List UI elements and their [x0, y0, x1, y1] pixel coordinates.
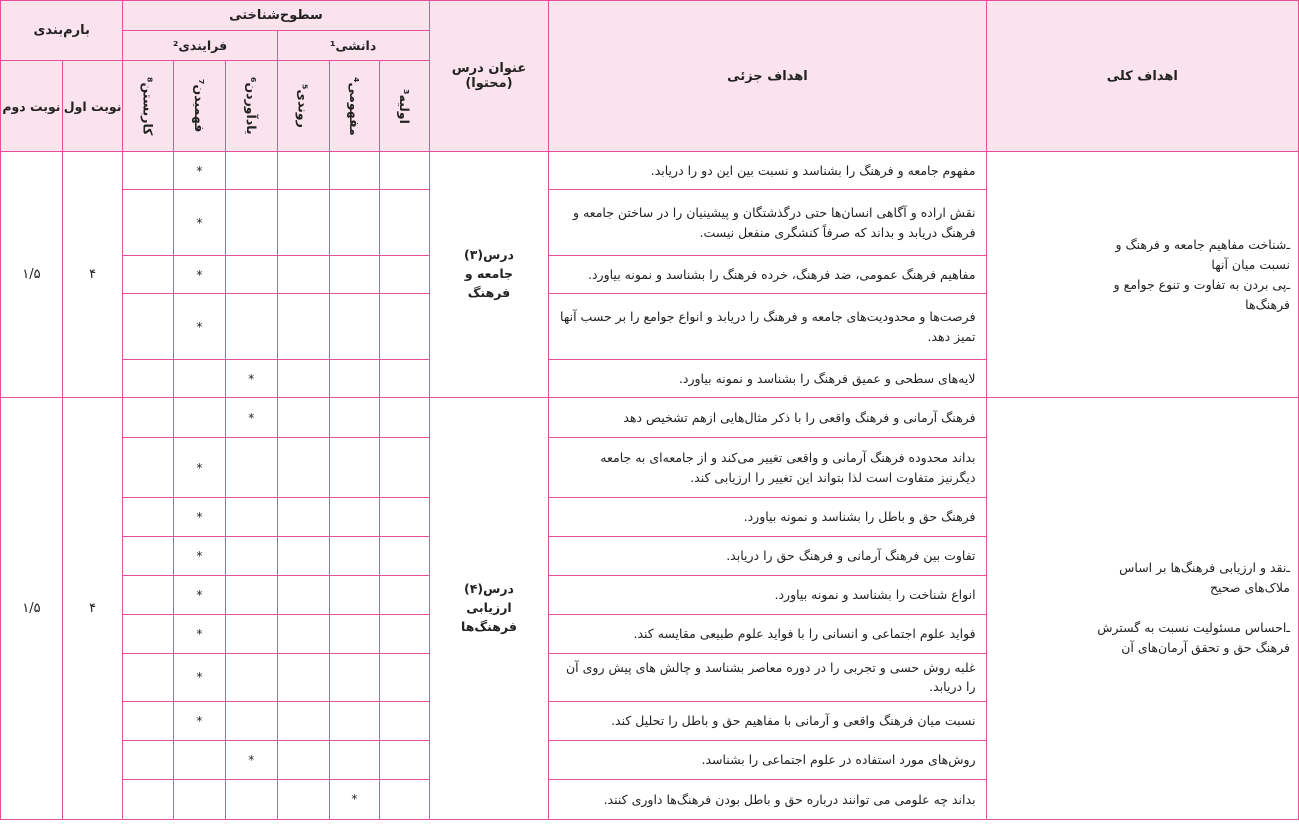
level-cell-understanding: [173, 152, 225, 190]
basic-level-header: [380, 61, 429, 152]
level-mark: *: [196, 319, 203, 334]
detailed-goal-cell: فرهنگ حق و باطل را بشناسد و نمونه بیاورد.: [549, 498, 986, 537]
level-cell-procedural: [277, 256, 329, 294]
level-cell-conceptual: [329, 576, 380, 615]
level-cell-applying: [123, 438, 174, 498]
level-cell-applying: [123, 256, 174, 294]
level-cell-applying: [123, 701, 174, 740]
detailed-goal-cell: نقش اراده و آگاهی انسان‌ها حتی درگذشتگان و پیشینیان را در ساختن جامعه و فرهنگ دریابد و بداند که صرفاً کنشگری منفعل نیست.: [549, 190, 986, 256]
level-cell-recall: [225, 152, 277, 190]
level-cell-recall: [225, 740, 277, 779]
level-cell-understanding: [173, 701, 225, 740]
scoring-header: بارم‌بندی: [1, 1, 123, 61]
level-cell-understanding: [173, 438, 225, 498]
level-cell-conceptual: [329, 537, 380, 576]
detailed-goal-cell: روش‌های مورد استفاده در علوم اجتماعی را بشناسد.: [549, 740, 986, 779]
term2-score-cell: ۱/۵: [1, 152, 63, 398]
general-goal-line: ـ‌شناخت مفاهیم جامعه و فرهنگ و: [1115, 236, 1290, 252]
general-goal-line: فرهنگ حق و تحقق آرمان‌های آن: [1121, 640, 1290, 656]
conceptual-level-label: مفهومی⁴: [346, 76, 362, 136]
level-cell-basic: [380, 779, 429, 819]
level-cell-basic: [380, 740, 429, 779]
detailed-goal-cell: لایه‌های سطحی و عمیق فرهنگ را بشناسد و نمونه بیاورد.: [549, 360, 986, 398]
level-cell-applying: [123, 360, 174, 398]
level-cell-procedural: [277, 360, 329, 398]
level-cell-conceptual: [329, 498, 380, 537]
level-cell-applying: [123, 294, 174, 360]
level-cell-applying: [123, 576, 174, 615]
recall-level-label: یادآوردن⁶: [243, 77, 259, 135]
level-cell-procedural: [277, 152, 329, 190]
general-goal-line: ـ‌احساس مسئولیت نسبت به گسترش: [1097, 620, 1290, 636]
lesson-title-line: درس(۳): [464, 247, 514, 263]
detailed-goal-cell: فرصت‌ها و محدودیت‌های جامعه و فرهنگ را دریابد و انواع جوامع را بر حسب آنها تمیز دهد.: [549, 294, 986, 360]
term1-score-cell: ۴: [62, 152, 123, 398]
level-cell-basic: [380, 152, 429, 190]
general-goal-line: ـ‌نقد و ارزیابی فرهنگ‌ها بر اساس: [1119, 560, 1290, 576]
level-cell-applying: [123, 537, 174, 576]
level-cell-conceptual: [329, 654, 380, 702]
understanding-level-header: [173, 61, 225, 152]
lesson-title-header-line1: عنوان درس: [451, 61, 527, 76]
level-cell-recall: [225, 438, 277, 498]
lesson-title-header-line2: (محتوا): [465, 76, 513, 91]
table-row: [1, 398, 1299, 438]
general-goal-line: [995, 598, 1290, 618]
level-cell-applying: [123, 398, 174, 438]
cognitive-levels-header: سطوح‌شناختی: [123, 1, 429, 31]
level-cell-basic: [380, 360, 429, 398]
lesson-title-line: جامعه و: [464, 266, 514, 282]
table-body: [1, 152, 1299, 820]
level-cell-recall: [225, 360, 277, 398]
level-cell-recall: [225, 498, 277, 537]
knowledge-header: دانشی¹: [277, 31, 429, 61]
level-cell-procedural: [277, 498, 329, 537]
table-row: [1, 152, 1299, 190]
level-mark: *: [248, 410, 255, 425]
level-cell-applying: [123, 190, 174, 256]
level-cell-procedural: [277, 190, 329, 256]
process-header: فرایندی²: [123, 31, 277, 61]
general-goal-line: نسبت میان آنها: [1211, 256, 1290, 272]
level-cell-basic: [380, 256, 429, 294]
term1-header: نوبت اول: [62, 61, 123, 152]
level-cell-understanding: [173, 360, 225, 398]
detailed-goal-cell: بداند چه علومی می توانند درباره حق و باطل بودن فرهنگ‌ها داوری کنند.: [549, 779, 986, 819]
level-cell-conceptual: [329, 779, 380, 819]
detailed-goals-header: اهداف جزئی: [549, 1, 986, 152]
level-cell-procedural: [277, 740, 329, 779]
level-mark: *: [196, 267, 203, 282]
level-cell-recall: [225, 701, 277, 740]
applying-level-label: کاربستن⁸: [140, 76, 156, 136]
level-cell-understanding: [173, 537, 225, 576]
level-cell-recall: [225, 654, 277, 702]
level-cell-procedural: [277, 537, 329, 576]
level-cell-understanding: [173, 779, 225, 819]
lesson-title-line: درس(۴): [464, 581, 514, 597]
detailed-goal-cell: بداند محدوده فرهنگ آرمانی و واقعی تغییر می‌کند و از جامعه‌ای به جامعه دیگرنیز متفاوت است لذا بتواند این تغییر را ارزیابی کند.: [549, 438, 986, 498]
level-mark: *: [196, 510, 203, 524]
basic-level-label: اولیه³: [396, 88, 412, 124]
level-mark: *: [196, 713, 203, 728]
general-goals-header: اهداف کلی: [986, 1, 1298, 152]
lesson-title-cell: [429, 398, 549, 820]
level-mark: *: [196, 215, 203, 230]
general-goals-cell: [986, 152, 1298, 398]
level-mark: *: [196, 460, 203, 475]
detailed-goal-cell: تفاوت بین فرهنگ آرمانی و فرهنگ حق را دریابد.: [549, 537, 986, 576]
level-cell-basic: [380, 398, 429, 438]
level-cell-conceptual: [329, 256, 380, 294]
level-cell-conceptual: [329, 190, 380, 256]
level-cell-procedural: [277, 438, 329, 498]
level-mark: *: [196, 627, 203, 641]
applying-level-header: [123, 61, 174, 152]
level-mark: *: [196, 549, 203, 563]
level-cell-procedural: [277, 398, 329, 438]
detailed-goal-cell: غلبه روش حسی و تجربی را در دوره معاصر بشناسد و چالش های پیش روی آن را دریابد.: [549, 654, 986, 702]
level-cell-basic: [380, 576, 429, 615]
procedural-level-label: روندی⁵: [295, 84, 311, 128]
term2-header: نوبت دوم: [1, 61, 63, 152]
general-goals-cell: [986, 398, 1298, 820]
level-cell-applying: [123, 615, 174, 654]
level-cell-understanding: [173, 398, 225, 438]
level-cell-understanding: [173, 576, 225, 615]
detailed-goal-cell: نسبت میان فرهنگ واقعی و آرمانی با مفاهیم حق و باطل را تحلیل کند.: [549, 701, 986, 740]
level-cell-applying: [123, 498, 174, 537]
level-mark: *: [196, 163, 203, 178]
level-cell-procedural: [277, 701, 329, 740]
level-cell-basic: [380, 537, 429, 576]
general-goal-line: ـ‌پی بردن به تفاوت و تنوع جوامع و: [1113, 276, 1290, 292]
level-cell-applying: [123, 740, 174, 779]
level-cell-conceptual: [329, 294, 380, 360]
detailed-goal-cell: فرهنگ آرمانی و فرهنگ واقعی را با ذکر مثال‌هایی ازهم تشخیص دهد: [549, 398, 986, 438]
level-cell-applying: [123, 779, 174, 819]
level-cell-basic: [380, 498, 429, 537]
level-cell-basic: [380, 438, 429, 498]
level-cell-recall: [225, 615, 277, 654]
conceptual-level-header: [329, 61, 380, 152]
level-cell-conceptual: [329, 615, 380, 654]
level-cell-procedural: [277, 615, 329, 654]
level-cell-conceptual: [329, 360, 380, 398]
level-cell-understanding: [173, 256, 225, 294]
understanding-level-label: فهمیدن⁷: [191, 79, 207, 133]
level-cell-applying: [123, 654, 174, 702]
level-cell-basic: [380, 615, 429, 654]
level-cell-recall: [225, 398, 277, 438]
procedural-level-header: [277, 61, 329, 152]
level-cell-conceptual: [329, 398, 380, 438]
level-mark: *: [248, 371, 255, 386]
level-cell-understanding: [173, 654, 225, 702]
general-goal-line: فرهنگ‌ها: [1245, 296, 1290, 312]
level-cell-procedural: [277, 654, 329, 702]
level-cell-recall: [225, 190, 277, 256]
recall-level-header: [225, 61, 277, 152]
level-mark: *: [248, 752, 255, 767]
level-mark: *: [196, 670, 203, 685]
level-cell-conceptual: [329, 701, 380, 740]
level-cell-recall: [225, 537, 277, 576]
level-cell-understanding: [173, 190, 225, 256]
level-mark: *: [196, 588, 203, 602]
level-cell-conceptual: [329, 740, 380, 779]
level-cell-understanding: [173, 740, 225, 779]
level-mark: *: [351, 792, 358, 807]
lesson-title-header: [429, 1, 549, 152]
level-cell-basic: [380, 190, 429, 256]
detailed-goal-cell: فواید علوم اجتماعی و انسانی را با فواید علوم طبیعی مقایسه کند.: [549, 615, 986, 654]
level-cell-procedural: [277, 576, 329, 615]
level-cell-basic: [380, 654, 429, 702]
level-cell-understanding: [173, 615, 225, 654]
lesson-title-line: ارزیابی: [466, 600, 512, 615]
level-cell-recall: [225, 294, 277, 360]
general-goal-line: ملاک‌های صحیح: [1209, 580, 1290, 596]
level-cell-understanding: [173, 294, 225, 360]
lesson-title-line: فرهنگ‌ها: [461, 618, 517, 634]
lesson-title-line: فرهنگ: [467, 284, 511, 300]
level-cell-procedural: [277, 294, 329, 360]
level-cell-conceptual: [329, 152, 380, 190]
term1-score-cell: ۴: [62, 398, 123, 820]
detailed-goal-cell: مفاهیم فرهنگ عمومی، ضد فرهنگ، خرده فرهنگ را بشناسد و نمونه بیاورد.: [549, 256, 986, 294]
detailed-goal-cell: انواع شناخت را بشناسد و نمونه بیاورد.: [549, 576, 986, 615]
level-cell-basic: [380, 701, 429, 740]
detailed-goal-cell: مفهوم جامعه و فرهنگ را بشناسد و نسبت بین این دو را دریابد.: [549, 152, 986, 190]
level-cell-recall: [225, 576, 277, 615]
lesson-title-cell: [429, 152, 549, 398]
level-cell-understanding: [173, 498, 225, 537]
level-cell-recall: [225, 779, 277, 819]
level-cell-applying: [123, 152, 174, 190]
level-cell-conceptual: [329, 438, 380, 498]
level-cell-basic: [380, 294, 429, 360]
level-cell-recall: [225, 256, 277, 294]
level-cell-procedural: [277, 779, 329, 819]
term2-score-cell: ۱/۵: [1, 398, 63, 820]
